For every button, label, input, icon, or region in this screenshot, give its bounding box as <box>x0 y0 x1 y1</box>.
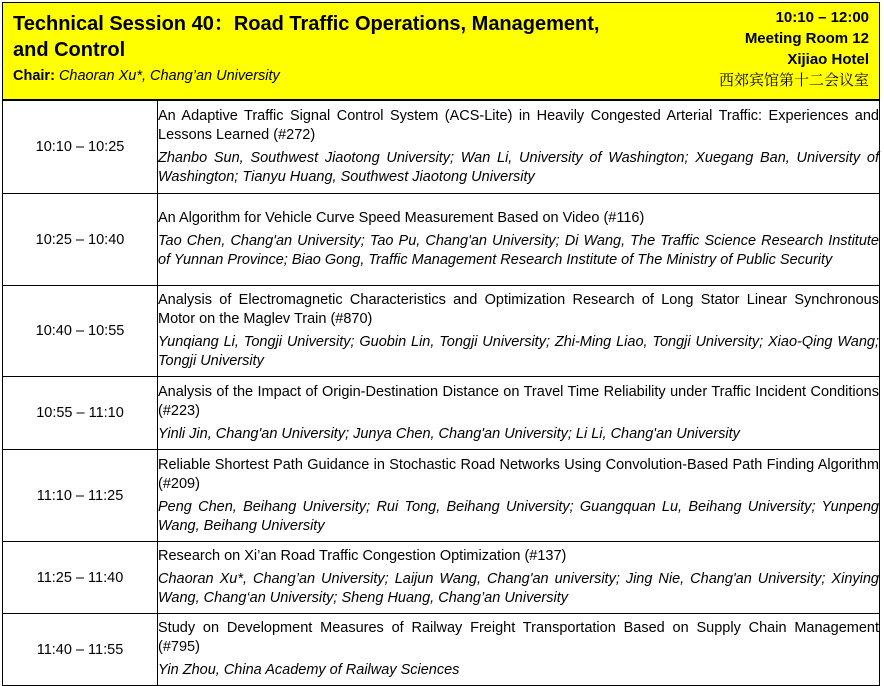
paper-title: Research on Xi’an Road Traffic Congestion Optimization (#137) <box>158 548 567 564</box>
chair-name: Chaoran Xu*, Chang’an University <box>58 68 280 84</box>
paper-time: 10:55 – 11:10 <box>3 377 158 450</box>
paper-title: An Algorithm for Vehicle Curve Speed Measurement Based on Video (#116) <box>158 210 645 226</box>
paper-authors: Chaoran Xu*, Chang’an University; Laijun Wang, Chang'an university; Jing Nie, Chang'an University; Xinying Wang, Chang‘an University; Sheng Huang, Chang’an University <box>158 571 879 606</box>
session-time: 10:10 – 12:00 <box>775 9 869 26</box>
paper-time: 11:25 – 11:40 <box>3 542 158 614</box>
session-hotel: Xijiao Hotel <box>787 51 869 68</box>
paper-time: 11:10 – 11:25 <box>3 450 158 542</box>
paper-time: 11:40 – 11:55 <box>3 614 158 686</box>
table-row <box>3 286 880 377</box>
paper-info <box>158 450 880 542</box>
session-chair <box>13 67 280 85</box>
paper-title: Analysis of Electromagnetic Characteristics and Optimization Research of Long Stator Linear Synchronous Motor on the Maglev Train (#870) <box>158 292 879 327</box>
table-row <box>3 194 880 286</box>
table-row <box>3 377 880 450</box>
paper-info <box>158 101 880 194</box>
paper-info <box>158 377 880 450</box>
paper-title: An Adaptive Traffic Signal Control System (ACS-Lite) in Heavily Congested Arterial Traffic: Experiences and Lessons Learned (#272) <box>158 108 879 143</box>
paper-info <box>158 614 880 686</box>
table-row <box>3 614 880 686</box>
chair-label: Chair: <box>13 68 55 84</box>
session-room: Meeting Room 12 <box>744 30 869 47</box>
schedule-table <box>2 100 880 686</box>
session-title: Technical Session 40：Road Traffic Operations, Management, and Control <box>13 13 600 61</box>
paper-authors: Zhanbo Sun, Southwest Jiaotong University; Wan Li, University of Washington; Xuegang Ban, University of Washington; Tianyu Huang, Southwest Jiaotong University <box>158 150 879 185</box>
paper-title: Reliable Shortest Path Guidance in Stochastic Road Networks Using Convolution-Based Path Finding Algorithm (#209) <box>158 456 879 492</box>
paper-authors: Yinli Jin, Chang'an University; Junya Chen, Chang'an University; Li Li, Chang'an University <box>158 425 740 442</box>
session-room-cn: 西郊宾馆第十二会议室 <box>718 72 869 89</box>
paper-info <box>158 286 880 377</box>
paper-time: 10:25 – 10:40 <box>3 194 158 286</box>
session-venue <box>719 7 869 91</box>
paper-title: Study on Development Measures of Railway Freight Transportation Based on Supply Chain Management (#795) <box>158 620 879 655</box>
table-row <box>3 101 880 194</box>
paper-info <box>158 542 880 614</box>
paper-time: 10:10 – 10:25 <box>3 101 158 194</box>
session-header <box>2 2 880 100</box>
paper-title: Analysis of the Impact of Origin-Destination Distance on Travel Time Reliability under Traffic Incident Conditions (#223) <box>158 383 879 419</box>
paper-authors: Yunqiang Li, Tongji University; Guobin Lin, Tongji University; Zhi-Ming Liao, Tongji University; Xiao-Qing Wang; Tongji University <box>158 334 879 369</box>
paper-time: 10:40 – 10:55 <box>3 286 158 377</box>
paper-authors: Tao Chen, Chang'an University; Tao Pu, Chang'an University; Di Wang, The Traffic Science Research Institute of Yunnan Province; Biao Gong, Traffic Management Research Institute of The Ministry of Public Security <box>158 233 879 268</box>
table-row <box>3 450 880 542</box>
paper-authors: Peng Chen, Beihang University; Rui Tong, Beihang University; Guangquan Lu, Beihang University; Yunpeng Wang, Beihang University <box>158 498 879 534</box>
paper-info <box>158 194 880 286</box>
paper-authors: Yin Zhou, China Academy of Railway Sciences <box>158 662 460 678</box>
table-row <box>3 542 880 614</box>
